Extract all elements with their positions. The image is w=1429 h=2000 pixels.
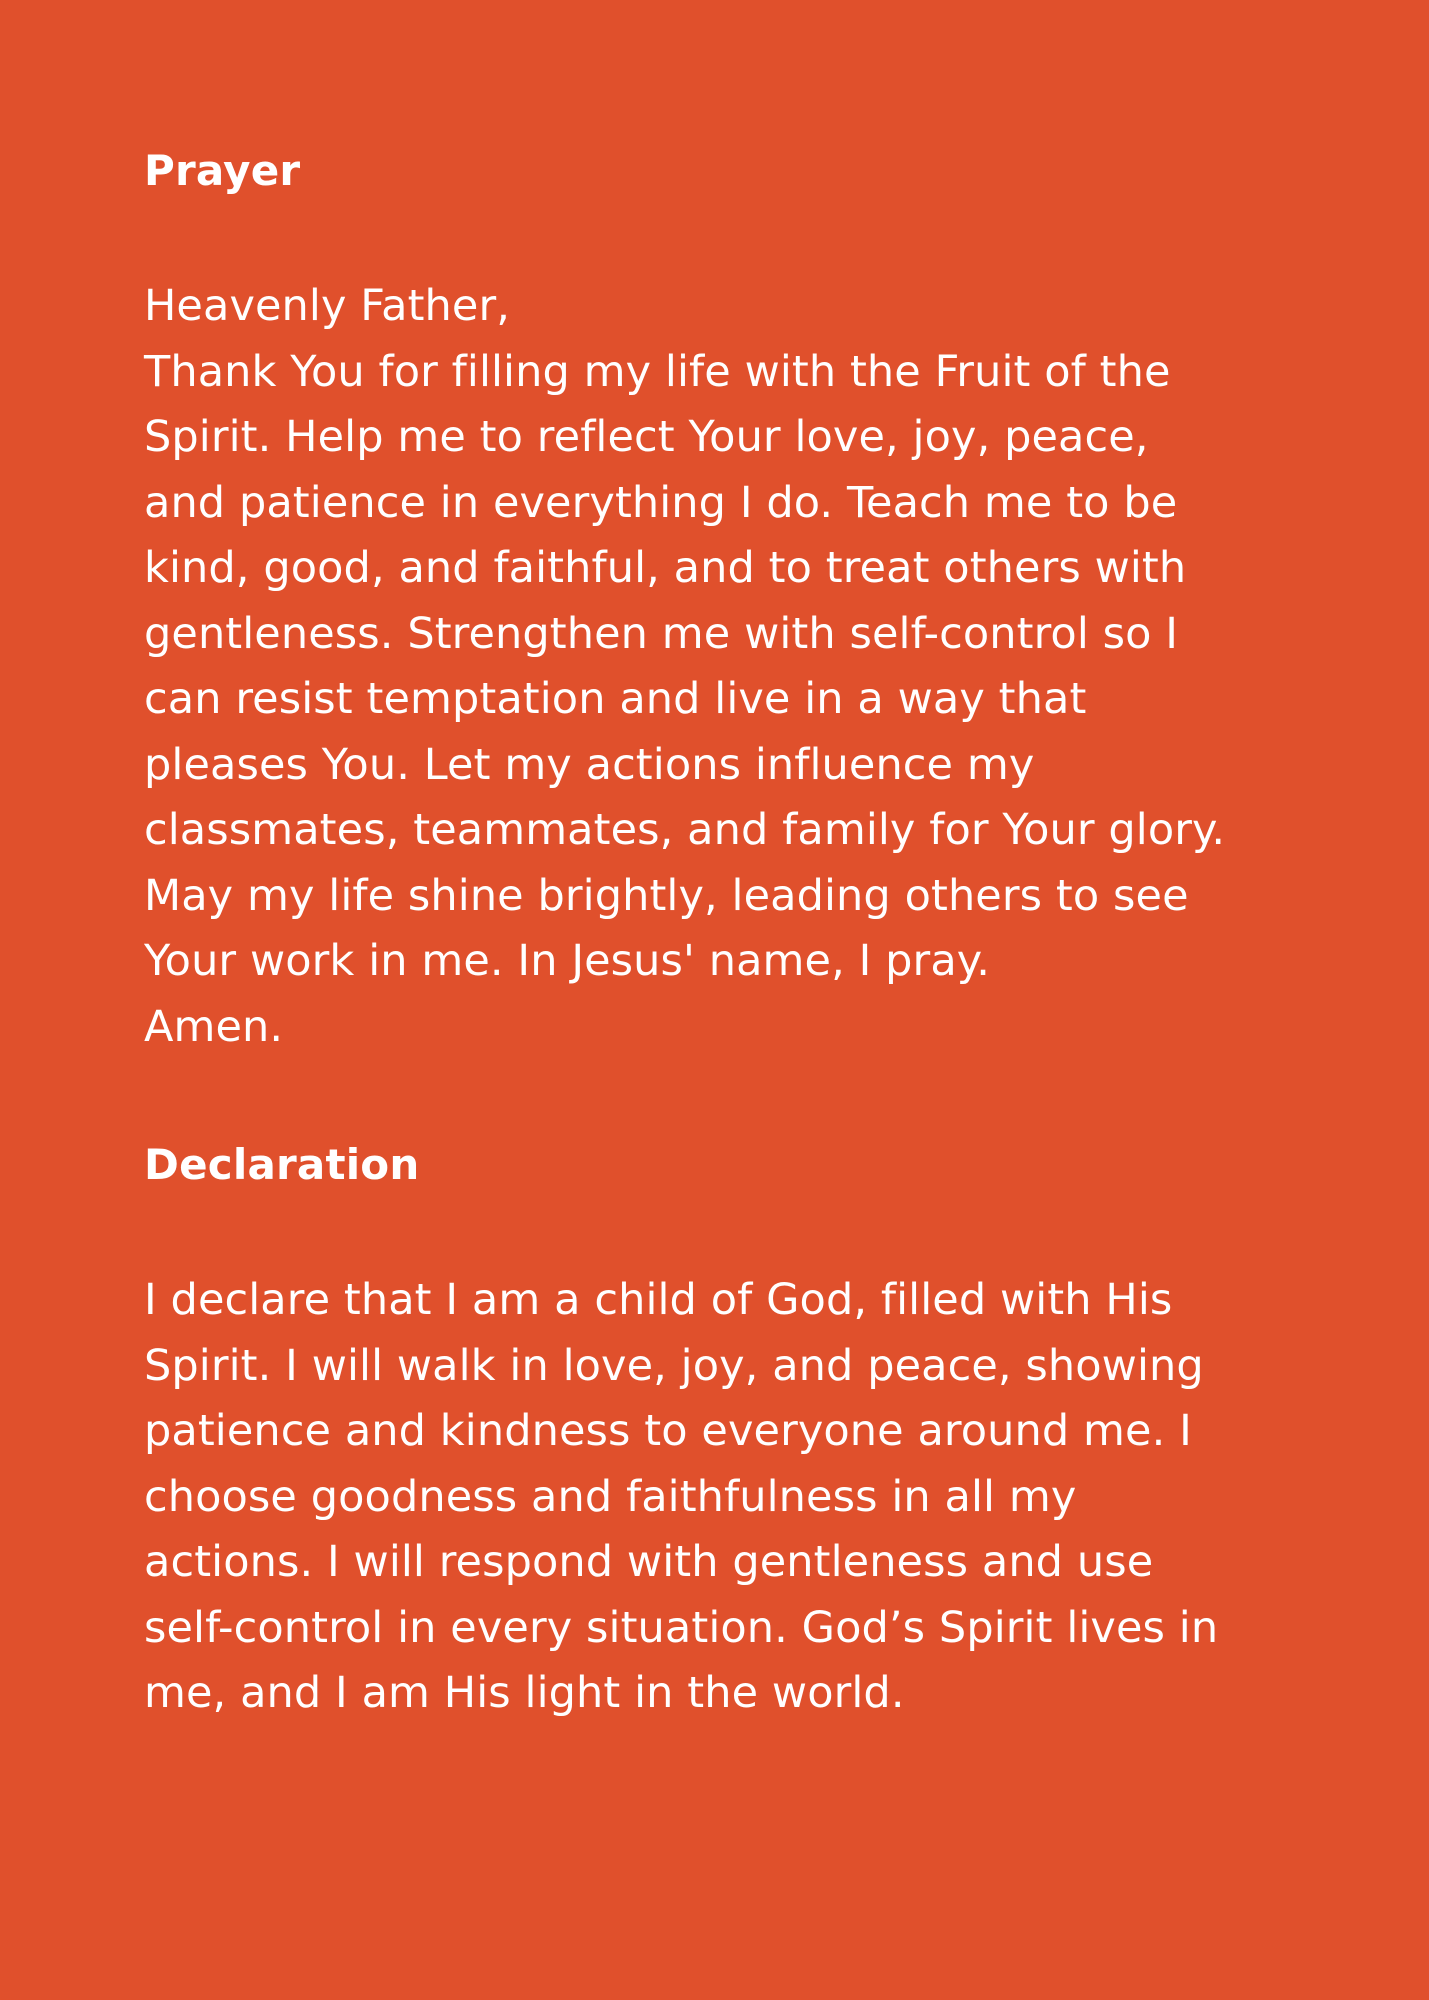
prayer-line: and patience in everything I do. Teach me to be (144, 477, 1178, 528)
declaration-line: me, and I am His light in the world. (144, 1668, 905, 1718)
declaration-line: self-control in every situation. God’s Spirit lives in (144, 1602, 1219, 1653)
prayer-line: pleases You. Let my actions influence my (144, 739, 1035, 790)
prayer-line: May my life shine brightly, leading others to see (144, 870, 1189, 921)
prayer-line: Heavenly Father, (144, 281, 511, 331)
declaration-section (144, 1138, 1289, 1727)
prayer-line: classmates, teammates, and family for Your glory. (144, 805, 1226, 855)
prayer-line: gentleness. Strengthen me with self-control so I (144, 608, 1179, 659)
prayer-line: kind, good, and faithful, and to treat others with (144, 543, 1187, 593)
prayer-heading: Prayer (144, 146, 301, 195)
declaration-line: actions. I will respond with gentleness and use (144, 1537, 1154, 1587)
prayer-text (144, 274, 1289, 1060)
prayer-line: Thank You for filling my life with the Fruit of the (144, 346, 1171, 397)
declaration-line: I declare that I am a child of God, filled with His (144, 1275, 1173, 1325)
declaration-line: patience and kindness to everyone around me. I (144, 1406, 1192, 1456)
prayer-line: Spirit. Help me to reflect Your love, joy, peace, (144, 412, 1149, 462)
declaration-heading: Declaration (144, 1140, 420, 1189)
prayer-line: can resist temptation and live in a way that (144, 674, 1087, 724)
prayer-section (144, 144, 1289, 1060)
prayer-line: Amen. (144, 1001, 284, 1052)
prayer-line: Your work in me. In Jesus' name, I pray. (144, 936, 990, 986)
declaration-text (144, 1268, 1289, 1727)
declaration-line: Spirit. I will walk in love, joy, and peace, showing (144, 1340, 1204, 1391)
declaration-line: choose goodness and faithfulness in all my (144, 1471, 1077, 1522)
